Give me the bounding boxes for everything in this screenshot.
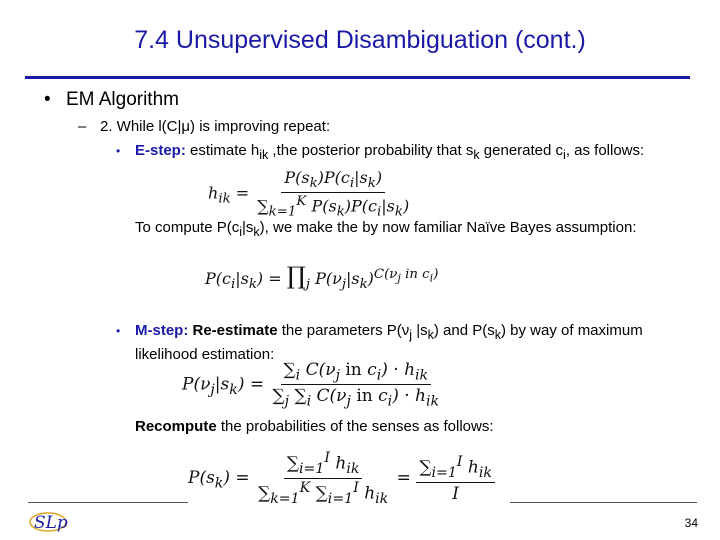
formula-mle: $P(\nu_j|s_k)$ = $\frac{\sum_i C(\nu_j in c_i) \cdot h_{ik}}{\sum_j \sum_i C(\nu_j in c_i) \cdot h_{ik}}$: [182, 360, 440, 410]
mstep-text: M-step: Re-estimate the parameters $P(\nu_j$ $|s_k$) and $P(s_k)$ by way of maximum likelihood estimation:: [135, 322, 643, 363]
estep-text: E-step: estimate $h_{ik}$ ,the posterior probability that $s_k$ generated $c_i$, as follows:: [135, 142, 645, 162]
bullet-marker: •: [44, 89, 51, 110]
estep-item: [116, 141, 686, 165]
slp-logo: [28, 506, 68, 536]
svg-text:SLp: SLp: [34, 513, 68, 533]
mstep-bullet-icon: •: [116, 324, 121, 338]
bullet-em-algorithm: [44, 89, 179, 111]
page-number: 34: [684, 516, 698, 530]
footer-divider-right: [510, 502, 697, 503]
step-line: [78, 118, 330, 135]
formula-naive-bayes: $P(c_i|s_k)$ = $\prod_j$ $P(\nu_j|s_k)^{C(\nu_j in c_i)}$: [205, 262, 439, 293]
footer-divider-left: [28, 502, 188, 503]
slide-title: 7.4 Unsupervised Disambiguation (cont.): [134, 26, 586, 54]
recompute-paragraph: Recompute the probabilities of the senses as follows:: [135, 418, 494, 435]
estep-bullet-icon: •: [116, 144, 121, 158]
formula-hik: $h_{ik}$ = $\frac{P(s_k)P(c_i|s_k)}{\sum_{k=1}^K P(s_k)P(c_i|s_k)}$: [208, 168, 410, 220]
dash-marker: –: [78, 118, 87, 135]
formula-sense-prob: $P(s_k)$ = $\frac{\sum_{i=1}^I h_{ik}}{\sum_{k=1}^K \sum_{i=1}^I h_{ik}}$ = $\frac{\sum_{i=1}^I h_{ik}}{I}$: [188, 450, 495, 507]
bullet-text: EM Algorithm: [66, 89, 179, 110]
estep-label: E-step:: [135, 142, 186, 159]
mstep-label: M-step:: [135, 322, 189, 339]
step-text: 2. While l(C|μ) is improving repeat:: [100, 118, 331, 135]
mstep-item: [116, 321, 686, 365]
title-divider: [25, 76, 690, 79]
compute-paragraph: To compute $P(c_i|s_k)$, we make the by now familiar Naïve Bayes assumption:: [135, 219, 637, 239]
